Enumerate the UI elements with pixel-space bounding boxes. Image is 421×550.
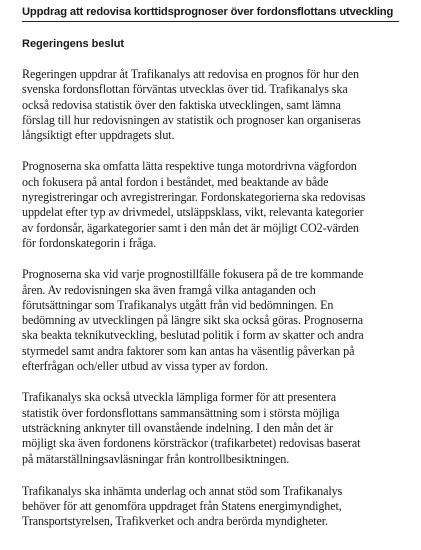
text-line: uppdelat efter typ av drivmedel, utsläppsklass, vikt, relevanta kategorier (22, 205, 364, 220)
text-line: Prognoserna ska vid varje prognostillfälle fokusera på de tre kommande (22, 267, 364, 282)
paragraph-forecast-horizon (22, 267, 399, 374)
section-heading: Regeringens beslut (22, 38, 125, 50)
text-line: möjligt ska även fordonens körsträckor (trafikarbetet) redovisas baserat (22, 436, 361, 451)
paragraph-statistics-presentation (22, 390, 399, 466)
text-line: styrmedel samt andra faktorer som kan antas ha väsentlig påverkan på (22, 343, 355, 358)
text-line: ska beakta teknikutveckling, beslutad politik i form av skatter och andra (22, 328, 364, 343)
paragraph-forecast-scope (22, 159, 399, 251)
text-line: svenska fordonsflottan förväntas utvecklas över tid. Trafikanalys ska (22, 82, 348, 97)
text-line: på mätarställningsavläsningar från kontrollbesiktningen. (22, 451, 290, 466)
text-line: åren. Av redovisningen ska även framgå vilka antaganden och (22, 282, 316, 297)
text-line: för fordonskategorin i fråga. (22, 235, 157, 250)
text-line: behöver för att genomföra uppdraget från Statens energimyndighet, (22, 499, 342, 514)
text-line: långsiktigt efter uppdragets slut. (22, 128, 175, 143)
text-line: utsträckning anknyter till ovanstående indelning. I den mån det är (22, 420, 334, 435)
text-line: Trafikanalys ska inhämta underlag och annat stöd som Trafikanalys (22, 483, 343, 498)
paragraph-cooperation (22, 484, 399, 530)
paragraph-assignment (22, 67, 399, 143)
text-line: och fokusera på antal fordon i beståndet, med beaktande av både (22, 174, 329, 189)
text-line: förslag till hur redovisningen av statistik och prognoser kan organiseras (22, 112, 361, 127)
text-line: Transportstyrelsen, Trafikverket och andra berörda myndigheter. (22, 514, 328, 529)
text-line: nyregistreringar och avregistreringar. Fordonskategorierna ska redovisas (22, 190, 366, 205)
text-line: statistik över fordonsflottans sammansättning som i största möjliga (22, 405, 340, 420)
text-line: Regeringen uppdrar åt Trafikanalys att redovisa en prognos för hur den (22, 67, 359, 81)
text-line: efterfrågan och/eller utbud av vissa typer av fordon. (22, 359, 268, 374)
text-line: bedömning av utvecklingen på längre sikt ska också göras. Prognoserna (22, 313, 364, 328)
document-header-title: Uppdrag att redovisa korttidsprognoser över fordonsflottans utveckling (22, 0, 399, 22)
text-line: förutsättningar som Trafikanalys utgått från vid bedömningen. En (22, 297, 334, 312)
text-line: Prognoserna ska omfatta lätta respektive tunga motordrivna vägfordon (22, 159, 357, 174)
text-line: av fordonsår, ägarkategorier samt i den mån det är möjligt CO2-värden (22, 220, 359, 235)
text-line: Trafikanalys ska också utveckla lämpliga former för att presentera (22, 390, 336, 405)
text-line: också redovisa statistik över den faktiska utvecklingen, samt lämna (22, 97, 341, 112)
